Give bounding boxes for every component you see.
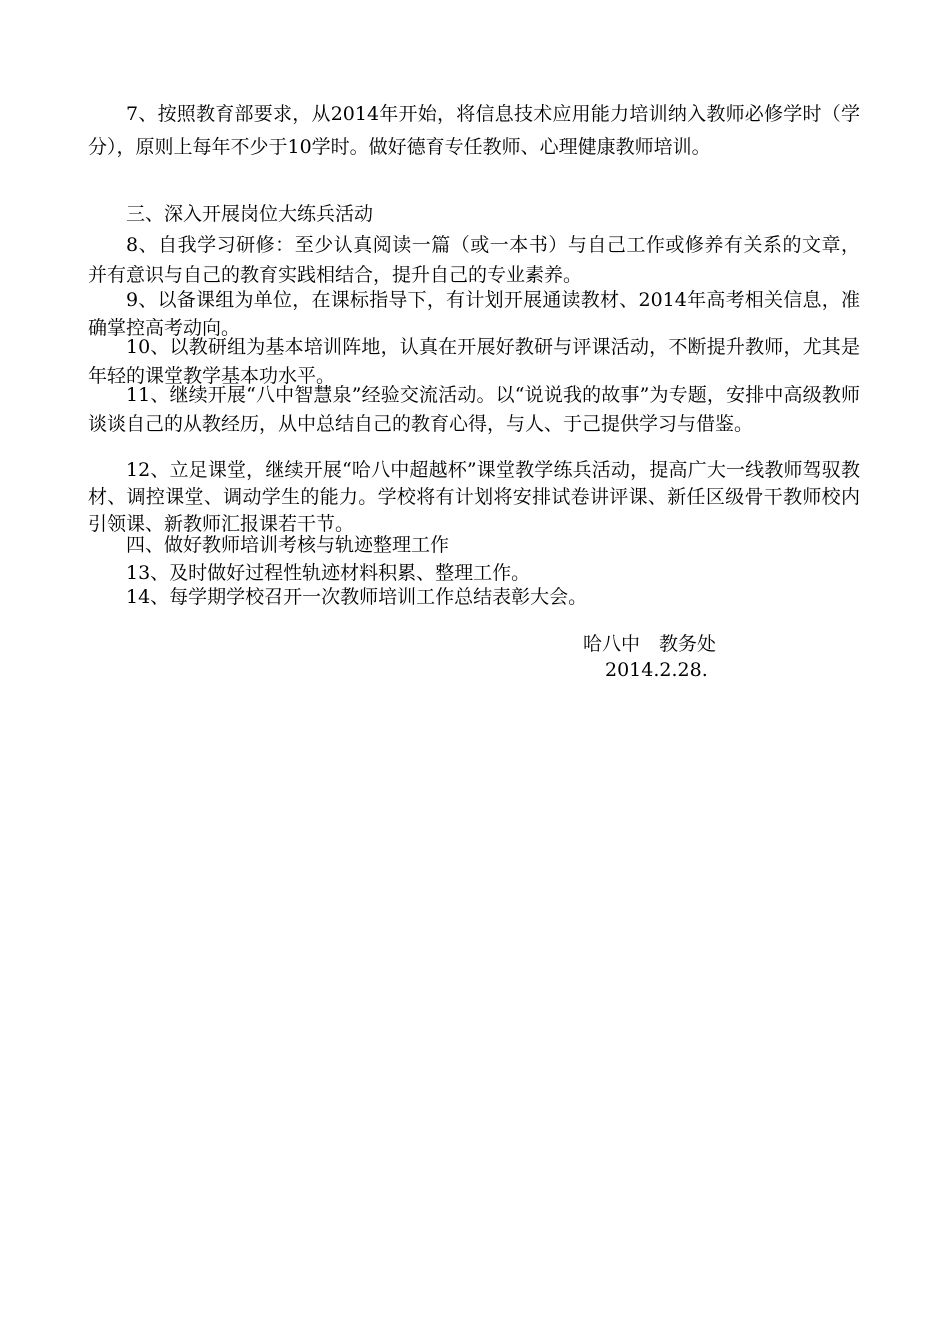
paragraph-item-13: 13、及时做好过程性轨迹材料积累、整理工作。: [126, 562, 531, 584]
paragraph-item-11: 11、继续开展“八中智慧泉”经验交流活动。以“说说我的故事”为专题，安排中高级教师谈谈自己的从教经历，从中总结自己的教育心得，与人、于己提供学习与借鉴。: [88, 384, 860, 435]
paragraph-item-12: 12、立足课堂，继续开展“哈八中超越杯”课堂教学练兵活动，提高广大一线教师驾驭教材、调控课堂、调动学生的能力。学校将有计划将安排试卷讲评课、新任区级骨干教师校内引领课、新教师汇报课若干节。: [88, 459, 860, 535]
section-heading-3: 三、深入开展岗位大练兵活动: [126, 203, 374, 225]
paragraph-item-14: 14、每学期学校召开一次教师培训工作总结表彰大会。: [126, 586, 588, 608]
paragraph-item-8: 8、自我学习研修：至少认真阅读一篇（或一本书）与自己工作或修养有关系的文章，并有意识与自己的教育实践相结合，提升自己的专业素养。: [88, 234, 860, 286]
paragraph-item-9: 9、以备课组为单位，在课标指导下，有计划开展通读教材、2014年高考相关信息，准确掌控高考动向。: [88, 289, 860, 339]
signature-organization: 哈八中 教务处: [583, 633, 717, 655]
section-heading-4: 四、做好教师培训考核与轨迹整理工作: [126, 534, 450, 556]
paragraph-item-7: 7、按照教育部要求，从2014年开始，将信息技术应用能力培训纳入教师必修学时（学分），原则上每年不少于10学时。做好德育专任教师、心理健康教师培训。: [88, 103, 860, 158]
signature-date: 2014.2.28.: [605, 659, 708, 681]
paragraph-item-10: 10、以教研组为基本培训阵地，认真在开展好教研与评课活动，不断提升教师，尤其是年轻的课堂教学基本功水平。: [88, 336, 860, 387]
